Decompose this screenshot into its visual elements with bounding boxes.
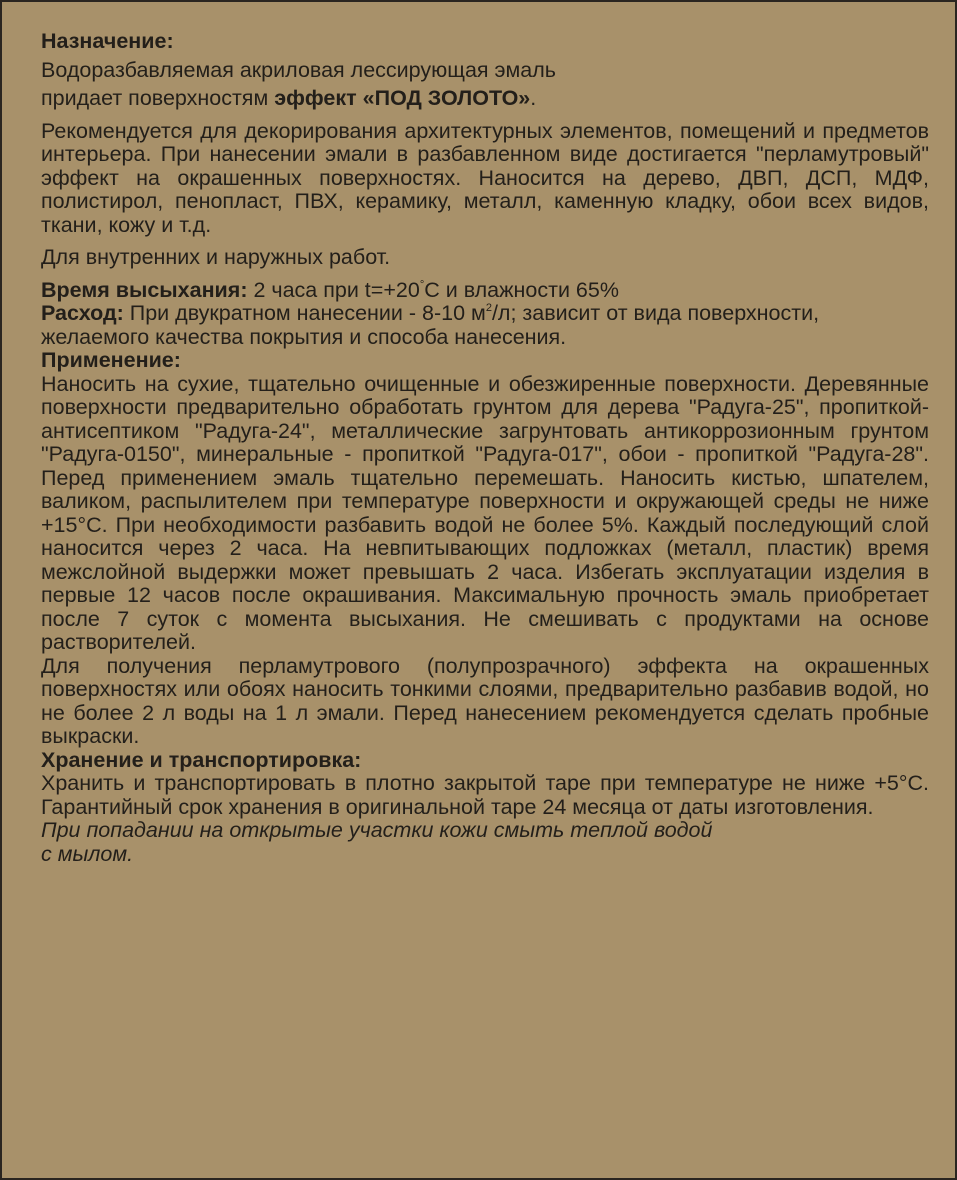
storage-paragraph: Хранить и транспортировать в плотно закрытой таре при температуре не ниже +5°С. Гарантийный срок хранения в оригинальной таре 24 месяца от даты изготовления. <box>41 771 929 819</box>
purpose-line-1: Водоразбавляемая акриловая лессирующая эмаль <box>41 57 556 82</box>
recommendation-paragraph: Рекомендуется для декорирования архитектурных элементов, помещений и предметов интерьера. При нанесении эмали в разбавленном виде достигается "перламутровый" эффект на окрашенных поверхностях. Наносится на дерево, ДВП, ДСП, МДФ, полистирол, пенопласт, ПВХ, керамику, металл, каменную кладку, обои всех видов, ткани, кожу и т.д. <box>41 118 929 237</box>
purpose-line-2 <box>41 87 929 111</box>
purpose-line-2-prefix: придает поверхностям <box>41 86 275 110</box>
gold-effect-text: эффект «ПОД ЗОЛОТО» <box>274 86 531 110</box>
storage-heading: Хранение и транспортировка: <box>41 747 362 772</box>
pearl-effect-paragraph: Для получения перламутрового (полупрозрачного) эффекта на окрашенных поверхностях или обоях наносить тонкими слоями, предварительно разбавив водой, но не более 2 л воды на 1 л эмали. Перед нанесением рекомендуется сделать пробные выкраски. <box>41 653 929 748</box>
consumption-post: /л; зависит от вида поверхности, желаемого качества покрытия и способа нанесения. <box>41 301 820 349</box>
purpose-heading: Назначение: <box>41 29 174 53</box>
product-description <box>41 30 929 866</box>
consumption <box>41 302 929 349</box>
application-heading: Применение: <box>41 348 181 372</box>
consumption-label: Расход: <box>41 301 124 325</box>
consumption-pre: При двукратном нанесении - 8-10 м <box>123 301 486 325</box>
consumption-sup: 2 <box>485 302 492 314</box>
usage-scope: Для внутренних и наружных работ. <box>41 245 391 269</box>
drying-post: С и влажности 65% <box>424 277 619 302</box>
drying-time <box>41 279 929 303</box>
purpose-line-2-suffix: . <box>530 86 537 110</box>
drying-sup: ° <box>419 278 425 291</box>
warning-line-1: При попадании на открытые участки кожи смыть теплой водой <box>41 818 713 842</box>
warning-line-2: с мылом. <box>41 841 134 866</box>
drying-pre: 2 часа при t=+20 <box>247 277 420 302</box>
drying-label: Время высыхания: <box>41 277 248 302</box>
application-paragraph: Наносить на сухие, тщательно очищенные и обезжиренные поверхности. Деревянные поверхности предварительно обработать грунтом для дерева "Радуга-25", пропиткой-антисептиком "Радуга-24", металлические загрунтовать антикоррозионным грунтом "Радуга-0150", минеральные - пропиткой "Радуга-017", обои - пропиткой "Радуга-28". Перед применением эмаль тщательно перемешать. Наносить кистью, шпателем, валиком, распылителем при температуре поверхности и окружающей среды не ниже +15°С. При необходимости разбавить водой не более 5%. Каждый последующий слой наносится через 2 часа. На невпитывающих подложках (металл, пластик) время межслойной выдержки может превышать 2 часа. Избегать эксплуатации изделия в первые 12 часов после окрашивания. Максимальную прочность эмаль приобретает после 7 суток с момента высыхания. Не смешивать с продуктами на основе растворителей. <box>41 371 929 654</box>
